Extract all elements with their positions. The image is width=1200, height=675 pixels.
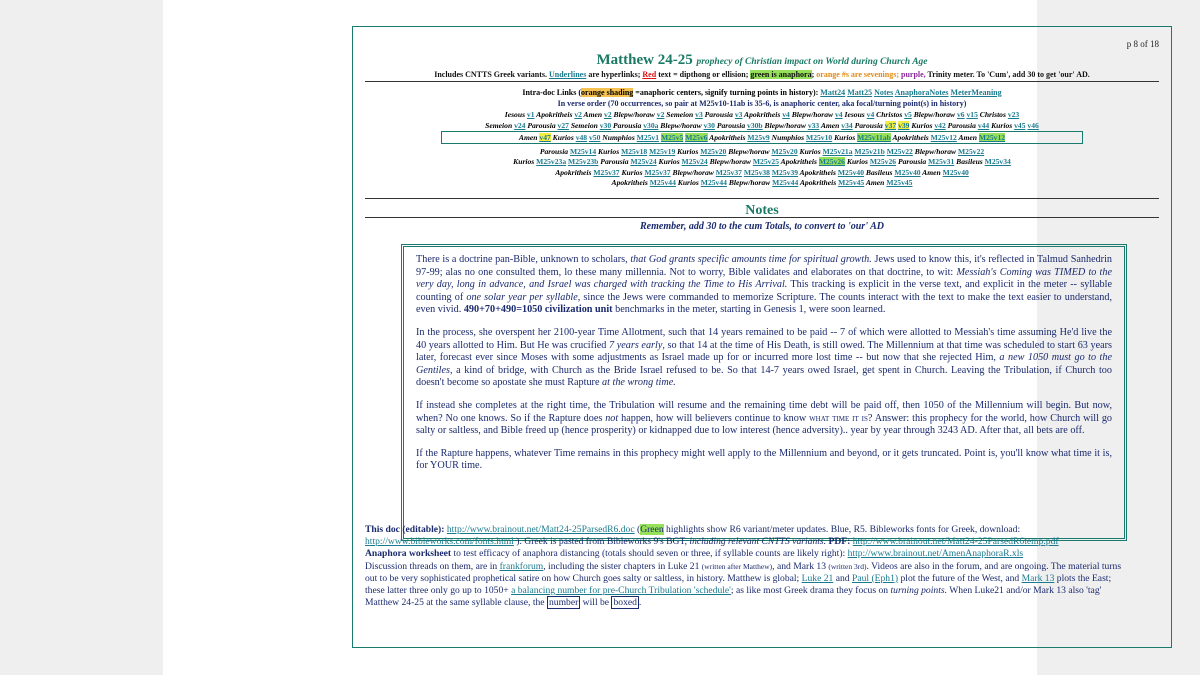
hyperlink[interactable]: v3	[734, 110, 743, 119]
text-run: Kurios	[844, 157, 870, 166]
hyperlink[interactable]: M25v20	[700, 147, 727, 156]
title-main: Matthew 24-25	[596, 52, 693, 68]
italic-text: a new 1050 must go to the Gentiles	[416, 352, 1113, 376]
italic-text: not	[605, 412, 619, 424]
hyperlink[interactable]: M25v44	[649, 178, 676, 187]
hyperlink[interactable]: v23	[1007, 110, 1020, 119]
remember-line: Remember, add 30 to the cum Totals, to convert to 'our' AD	[640, 221, 884, 232]
footer-text	[365, 524, 1131, 609]
hyperlink[interactable]: M25v10	[806, 133, 833, 142]
text-run: Kurios	[596, 147, 622, 156]
text-run: Parousia	[714, 121, 748, 130]
text-run: Blepw/horaw	[789, 110, 835, 119]
order-line: In verse order (70 occurrences, so pair at M25v10-11ab is 35-6, is anaphoric center, aka focal/turning point(s) in history)	[557, 99, 967, 108]
text-run: , since the Jews were commanded to memorize Scripture. The counts interact with the text to make the text easier to understand, even vivid.	[416, 291, 1113, 316]
hyperlink[interactable]: v2	[604, 110, 612, 119]
text-run: Blepw/horaw	[670, 168, 716, 177]
text-run: Parousia	[702, 110, 735, 119]
hyperlink[interactable]: http://www.brainout.net/Matt24-25ParsedR6.doc	[446, 524, 635, 535]
hyperlink[interactable]: v4	[782, 110, 790, 119]
orange-shading-label: orange shading	[581, 88, 634, 97]
text-run: highlights show R6 variant/meter updates. Blue, R5. Bibleworks fonts for Greek, download:	[663, 524, 1021, 535]
text-run: and	[833, 572, 852, 584]
text-run: Apokritheis	[798, 168, 838, 177]
text-run: , so that 14 at the time of His Death, is still owed. The Millennium at that time was scheduled to start 63 years later, forecast ever since Moses with some adjustments as Israel made up for or incurred more lost time -- but now that she rejected Him,	[416, 339, 1113, 364]
notes-heading: Notes	[745, 203, 779, 218]
hyperlink[interactable]: v4	[835, 110, 843, 119]
paragraph	[416, 254, 1112, 317]
legend-underlines: Underlines	[548, 70, 587, 79]
text-run: Jews used to know this, it's reflected in Talmud Sanhedrin 97-99; alas no one consulted them, lo these many millennia. Not to worry, Bible validates and elaborates on that doctrine, to wit:	[416, 254, 1112, 278]
text-run: Blepw/horaw	[726, 178, 773, 187]
text-run: Christos	[874, 110, 905, 119]
text-run: Kurios	[656, 157, 682, 166]
green-highlight: Green	[640, 524, 664, 535]
hyperlink-sevening[interactable]: v39	[898, 121, 910, 130]
hyperlink[interactable]: M25v22	[886, 147, 913, 156]
hyperlink[interactable]: M25v45	[838, 178, 865, 187]
small-text: (written 3rd)	[828, 561, 867, 571]
hyperlink[interactable]: frankforum	[499, 560, 544, 572]
text-run: Parousia	[945, 121, 978, 130]
hyperlink[interactable]: Mark 13	[1021, 572, 1055, 584]
text-run: Blepw/horaw	[762, 121, 808, 130]
hyperlink[interactable]: M25v40	[894, 168, 921, 177]
hyperlink[interactable]: v34	[841, 121, 853, 130]
paragraph	[416, 327, 1112, 390]
hyperlink[interactable]: a balancing number for pre-Church Tribulation 'schedule'	[511, 585, 731, 597]
text-run: Parousia	[896, 157, 929, 166]
hyperlink[interactable]: v42	[934, 121, 946, 130]
legend-purple: purple,	[901, 70, 926, 79]
hyperlink[interactable]: M25v44	[772, 178, 799, 187]
doc-title	[353, 52, 1171, 69]
hyperlink[interactable]: v33	[807, 121, 820, 130]
hyperlink[interactable]: M25v24	[681, 157, 708, 166]
italic-text: at the wrong time.	[602, 377, 676, 389]
text-run: Apokritheis	[742, 110, 783, 119]
text-run: Iesous	[842, 110, 867, 119]
small-caps-text: what time it is	[809, 412, 868, 424]
text-run: If the Rapture happens, whatever Time remains in this prophecy might well apply to the Millennium and beyond, or it gets truncated. Point is, you'll know what time it is, for YOUR time.	[416, 447, 1112, 472]
hyperlink[interactable]: v30	[703, 121, 715, 130]
text-run: Amen	[819, 121, 842, 130]
hyperlink[interactable]: v27	[557, 121, 569, 130]
hyperlink[interactable]: M25v23a	[536, 157, 567, 166]
text-run: Apokritheis	[707, 133, 748, 142]
legend-text: are hyperlinks;	[588, 70, 641, 79]
hyperlink[interactable]: v44	[977, 121, 990, 130]
bold-text: This doc (editable):	[365, 524, 447, 535]
text-run: Kurios	[675, 147, 701, 156]
hyperlink[interactable]: M25v9	[747, 133, 770, 142]
text-run: Semeion	[568, 121, 600, 130]
link-anaphora-notes[interactable]: AnaphoraNotes	[894, 88, 949, 97]
text-run: , a kind of bridge, with Church as the Bride Israel refused to be. So that 14-7 years owed Israel, get spent in Church. Leaving the Tribulation, if Church too doesn't become so apostate she must Rapture	[416, 364, 1112, 389]
text-run: Christos	[977, 110, 1008, 119]
text-run: Kurios	[619, 168, 645, 177]
italic-text: that God grants specific amounts time for spiritual growth.	[630, 254, 872, 265]
hyperlink[interactable]: v15	[966, 110, 978, 119]
link-meter-meaning[interactable]: MeterMeaning	[950, 88, 1002, 97]
verse-line	[353, 157, 1171, 166]
text-run: Kurios	[513, 157, 537, 166]
hyperlink-anaphora[interactable]: M25v5	[660, 133, 684, 142]
hyperlink[interactable]: v3	[695, 110, 703, 119]
text-run: Apokritheis	[611, 178, 650, 187]
legend-text: Trinity meter. To 'Cum', add 30 to get 'our' AD.	[927, 70, 1090, 79]
hyperlink-anaphora[interactable]: M25v26	[818, 157, 845, 166]
hyperlink-anaphora[interactable]: M25v12	[978, 133, 1006, 142]
text-run: ? Answer: this prophecy for the world, how Church will go salty or saltless, and Bible freed up (hence prosperity) or kidnapped due to low interest (hence adversity).. year by year through 3243 AD. After that, all bets are off.	[416, 412, 1113, 437]
text-run: Iesous	[504, 110, 527, 119]
text-run: Parousia	[611, 121, 644, 130]
hyperlink-sevening[interactable]: v37	[884, 121, 897, 130]
text-run: . Videos are also in the forum, and are ongoing. The material turns out to be very sophisticated prophetical satire on how Church goes salty or saltless, in history. Matthew is global;	[365, 560, 1122, 584]
hyperlink[interactable]: M25v38	[743, 168, 770, 177]
hyperlink[interactable]: http://www.brainout.net/Matt24-25ParsedR6temp.pdf	[852, 536, 1059, 548]
divider	[365, 81, 1159, 82]
text-run: Blepw/horaw	[707, 157, 753, 166]
text-run: Kurios	[675, 178, 701, 187]
text-run: will be	[580, 597, 612, 609]
hyperlink[interactable]: M25v19	[649, 147, 676, 156]
italic-text: one solar year per syllable	[466, 291, 578, 303]
italic-text: 7 years early	[609, 339, 663, 351]
text-run: Apokritheis	[534, 110, 575, 119]
hyperlink[interactable]: M25v22	[958, 147, 985, 156]
hyperlink[interactable]: M25v37	[644, 168, 671, 177]
italic-text: Messiah's Coming was TIMED to the very day, long in advance, and Israel was charged with tracking the Time to His Arrival.	[416, 266, 1113, 291]
text-run: ). Greek is pasted from Bibleworks 9's BGT,	[513, 536, 690, 548]
legend-orange: orange #s are sevenings;	[816, 70, 899, 79]
legend-text: text = dipthong or ellision;	[658, 70, 749, 79]
hyperlink[interactable]: Luke 21	[801, 572, 834, 584]
text-run: Kurios	[909, 121, 935, 130]
text-run: Blepw/horaw	[726, 147, 772, 156]
link-matt25[interactable]: Matt25	[847, 88, 873, 97]
hyperlink[interactable]: v30a	[643, 121, 659, 130]
text-run: If instead she completes at the right time, the Tribulation will resume and the remaining time debt will be paid off, then 1050 of the Millennium will begin. But now, when? No one knows. So if the Rapture does	[416, 399, 1112, 424]
hyperlink[interactable]: http://www.bibleworks.com/fonts.html	[365, 536, 514, 548]
text-run: Discussion threads on them, are in	[365, 560, 500, 572]
text-run: Amen	[864, 178, 887, 187]
italic-text: turning points.	[890, 585, 947, 597]
hyperlink[interactable]: v48	[575, 133, 588, 142]
verse-line	[353, 168, 1171, 177]
text-run: There is a doctrine pan-Bible, unknown to scholars,	[416, 254, 631, 265]
text-run: Blepw/horaw	[658, 121, 704, 130]
text-run: (	[634, 524, 641, 535]
hyperlink[interactable]: v46	[1027, 121, 1039, 130]
hyperlink[interactable]: M25v44	[700, 178, 727, 187]
hyperlink[interactable]: M25v23b	[568, 157, 599, 166]
text-run: Apokritheis	[779, 157, 819, 166]
hyperlink[interactable]: M25v40	[837, 168, 865, 177]
text-run: ; as like most Greek drama they focus on	[730, 585, 891, 597]
hyperlink-anaphora[interactable]: M25v11ab	[857, 133, 891, 142]
legend-line: Includes CNTTS Greek variants. Underlines are hyperlinks; Red text = dipthong or ellision; green is anaphora; orange #s are sevenings; purple, Trinity meter. To 'Cum', add 30 to get 'our' AD.	[434, 70, 1090, 79]
hyperlink-anaphora[interactable]: M25v6	[685, 133, 708, 142]
hyperlink[interactable]: M25v24	[630, 157, 657, 166]
hyperlink[interactable]: M25v40	[942, 168, 969, 177]
text-run: Amen	[518, 133, 540, 142]
text-run: benchmarks in the meter, starting in Genesis 1, were soon learned.	[612, 304, 886, 316]
bold-text: 490+70+490=1050 civilization unit	[463, 304, 613, 316]
italic-text: including relevant CNTTS variants.	[689, 536, 827, 548]
bold-text: PDF:	[828, 536, 853, 548]
text-run: This tracking is explicit in the verse text, and explicit in the meter -- syllable counting of	[416, 279, 1113, 303]
hyperlink[interactable]: v30b	[747, 121, 763, 130]
verse-line	[353, 121, 1171, 130]
text-run: .	[638, 597, 642, 609]
text-run: Blepw/horaw	[611, 110, 657, 119]
title-sub: prophecy of Christian impact on World during Church Age	[696, 57, 928, 67]
text-run: Semeion	[664, 110, 696, 119]
text-run: Semeion	[485, 121, 515, 130]
small-text: (written after Matthew)	[701, 561, 773, 571]
hyperlink[interactable]: M25v18	[621, 147, 648, 156]
text-run: plot the future of the West, and	[898, 572, 1022, 584]
text-run: Kurios	[832, 133, 858, 142]
legend-green: green is anaphora	[750, 70, 812, 79]
verse-line-boxed	[441, 131, 1083, 144]
hyperlink[interactable]: M25v37	[715, 168, 742, 177]
hyperlink[interactable]: v2	[656, 110, 665, 119]
text-run: Numphios	[600, 133, 637, 142]
hyperlink[interactable]: M25v37	[593, 168, 620, 177]
hyperlink[interactable]: Paul (Eph1)	[852, 572, 899, 584]
intra-doc-links	[353, 87, 1171, 109]
verse-line	[353, 147, 1171, 156]
hyperlink-sevening[interactable]: v47	[539, 133, 551, 142]
paragraph	[416, 448, 1112, 473]
page-frame	[352, 26, 1172, 648]
text-run: When Luke21 and/or Mark 13 also 'tag' Matthew 24-25 at the same syllable clause, the	[365, 585, 1102, 609]
text-run: Basileus	[864, 168, 895, 177]
link-notes[interactable]: Notes	[874, 88, 894, 97]
link-matt24[interactable]: Matt24	[820, 88, 846, 97]
verse-line	[353, 110, 1171, 119]
boxed-text: number	[548, 597, 579, 609]
document-page	[163, 0, 1159, 675]
text-run: Numphios	[769, 133, 807, 142]
hyperlink[interactable]: v50	[588, 133, 601, 142]
hyperlink[interactable]: M25v26	[869, 157, 897, 166]
hyperlink[interactable]: v6	[956, 110, 965, 119]
hyperlink[interactable]: M25v14	[570, 147, 597, 156]
text-run: plots the East; these latter three only go up to 1050+	[365, 572, 1112, 597]
hyperlink[interactable]: v1	[526, 110, 535, 119]
text-run: , including the sister chapters in Luke 21	[543, 560, 702, 572]
text-run: Blepw/horaw	[912, 147, 959, 156]
text-run: to test efficacy of anaphora distancing (totals should seven or three, if syllable counts are likely right):	[451, 548, 848, 560]
intra-label: =anaphoric centers, signify turning points in history):	[633, 88, 819, 97]
hyperlink[interactable]: M25v21b	[854, 147, 885, 156]
hyperlink[interactable]: M25v21a	[822, 147, 853, 156]
legend-red: Red	[642, 70, 657, 79]
text-run: Amen	[581, 110, 605, 119]
text-run: In the process, she overspent her 2100-year Time Allotment, such that 14 years remained to be paid -- 7 of which were allotted to Messiah's time assuming He'd live the 40 years allotted to Him. But He was crucified	[416, 326, 1112, 351]
text-run: Blepw/horaw	[911, 110, 957, 119]
text-run: Apokritheis	[798, 178, 839, 187]
notes-box	[401, 244, 1127, 541]
legend-text: Includes CNTTS Greek variants.	[434, 70, 547, 79]
hyperlink[interactable]: M25v1	[636, 133, 660, 142]
hyperlink[interactable]: v30	[599, 121, 612, 130]
divider	[365, 198, 1159, 199]
bold-text: Anaphora worksheet	[365, 548, 452, 560]
hyperlink[interactable]: v2	[574, 110, 582, 119]
page-number: p 8 of 18	[1126, 39, 1159, 49]
text-run: Kurios	[550, 133, 576, 142]
hyperlink[interactable]: M25v25	[752, 157, 780, 166]
text-run: Apokritheis	[890, 133, 931, 142]
hyperlink[interactable]: M25v45	[886, 178, 913, 187]
divider	[365, 217, 1159, 218]
verse-line	[353, 178, 1171, 187]
text-run: , and Mark 13	[772, 560, 829, 572]
text-run: happen, how will believers continue to know	[618, 412, 810, 424]
hyperlink[interactable]: M25v12	[930, 133, 957, 142]
text-run: Parousia	[598, 157, 631, 166]
text-run: Parousia	[539, 147, 570, 156]
text-run: Parousia	[852, 121, 885, 130]
text-run: Parousia	[525, 121, 558, 130]
hyperlink[interactable]: v24	[514, 121, 526, 130]
hyperlink[interactable]: M25v31	[928, 157, 955, 166]
text-run: Amen	[920, 168, 943, 177]
hyperlink[interactable]: v45	[1014, 121, 1026, 130]
hyperlink[interactable]: M25v20	[771, 147, 798, 156]
hyperlink[interactable]: v5	[904, 110, 912, 119]
hyperlink[interactable]: M25v34	[984, 157, 1011, 166]
intra-label: Intra-doc Links (	[522, 88, 582, 97]
text-run: Amen	[956, 133, 979, 142]
paragraph	[416, 400, 1112, 438]
text-run: Basileus	[954, 157, 985, 166]
hyperlink[interactable]: v4	[866, 110, 875, 119]
text-run: Apokritheis	[555, 168, 594, 177]
hyperlink[interactable]: M25v39	[771, 168, 799, 177]
hyperlink[interactable]: http://www.brainout.net/AmenAnaphoraR.xls	[847, 548, 1024, 560]
boxed-text: boxed	[613, 597, 637, 609]
text-run: Kurios	[989, 121, 1015, 130]
text-run: Kurios	[797, 147, 823, 156]
